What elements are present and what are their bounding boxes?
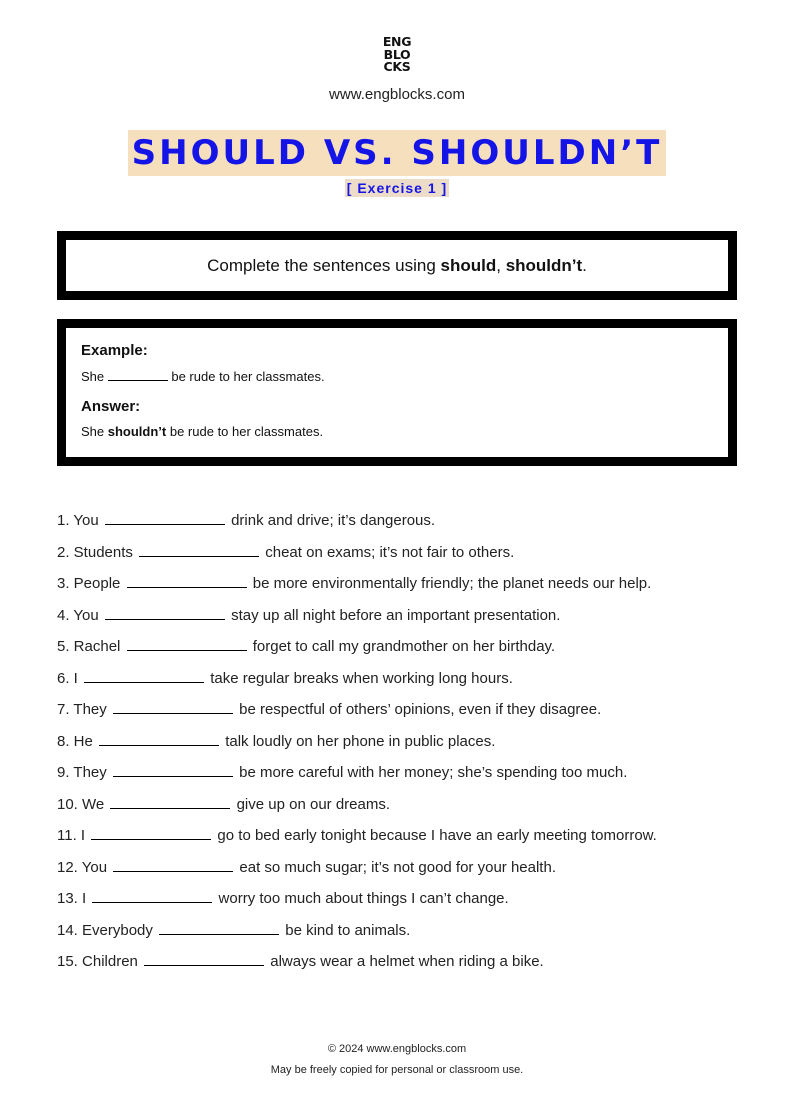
title-wrap	[0, 130, 794, 176]
question-item	[57, 946, 657, 978]
question-rest: talk loudly on her phone in public places.	[225, 732, 496, 750]
answer-blank[interactable]	[139, 542, 259, 557]
answer-blank[interactable]	[91, 825, 211, 840]
question-subject: 9. They	[57, 764, 107, 781]
question-item	[57, 757, 657, 789]
example-sentence	[81, 368, 728, 384]
answer-blank[interactable]	[105, 605, 225, 620]
example-label: Example:	[81, 342, 148, 359]
question-rest: forget to call my grandmother on her birthday.	[252, 638, 556, 655]
footer-note: May be freely copied for personal or classroom use.	[270, 1064, 524, 1076]
footer-copyright: © 2024 www.engblocks.com	[327, 1043, 467, 1055]
example-blank	[108, 368, 168, 381]
answer-blank[interactable]	[144, 951, 264, 966]
question-subject: 5. Rachel	[57, 638, 121, 655]
page-title: SHOULD VS. SHOULDN’T	[128, 130, 667, 176]
question-subject: 12. You	[57, 858, 108, 876]
answer-blank[interactable]	[84, 668, 204, 683]
question-rest: be kind to animals.	[285, 921, 411, 939]
instructions-suffix: .	[582, 256, 587, 275]
question-rest: go to bed early tonight because I have an early meeting tomorrow.	[217, 827, 657, 844]
answer-blank[interactable]	[113, 699, 233, 714]
answer-blank[interactable]	[110, 794, 230, 809]
question-subject: 13. I	[57, 890, 87, 907]
engblocks-logo	[0, 36, 794, 74]
answer-before: She	[81, 424, 108, 439]
question-item	[57, 505, 657, 537]
question-item	[57, 537, 657, 569]
question-subject: 10. We	[57, 795, 105, 813]
instructions-word-should: should	[440, 256, 497, 275]
question-subject: 1. You	[57, 512, 99, 529]
question-list	[57, 505, 657, 978]
answer-blank[interactable]	[159, 920, 279, 935]
question-rest: worry too much about things I can’t change.	[218, 890, 509, 907]
question-rest: drink and drive; it’s dangerous.	[231, 512, 436, 529]
answer-blank[interactable]	[113, 857, 233, 872]
question-item	[57, 631, 657, 663]
instructions-prefix: Complete the sentences using	[207, 256, 441, 275]
answer-label: Answer:	[81, 398, 141, 415]
instructions-word-shouldnt: shouldn’t	[505, 256, 583, 275]
answer-sentence	[81, 424, 728, 439]
question-item	[57, 915, 657, 947]
question-subject: 2. Students	[57, 543, 133, 561]
question-subject: 14. Everybody	[57, 921, 153, 939]
instructions-text	[66, 240, 728, 291]
question-item	[57, 820, 657, 852]
question-rest: give up on our dreams.	[236, 795, 391, 813]
question-rest: be more careful with her money; she’s spending too much.	[239, 764, 628, 781]
question-item	[57, 663, 657, 695]
question-item	[57, 852, 657, 884]
question-subject: 3. People	[57, 575, 121, 592]
answer-blank[interactable]	[92, 888, 212, 903]
instructions-separator: ,	[496, 256, 506, 275]
logo-line: BLO	[383, 46, 411, 62]
question-subject: 15. Children	[57, 953, 138, 970]
answer-blank[interactable]	[105, 510, 225, 525]
example-before: She	[81, 369, 108, 384]
logo-line: ENG	[382, 34, 412, 49]
question-rest: take regular breaks when working long hours.	[210, 669, 513, 687]
example-box	[57, 319, 737, 466]
exercise-label: [ Exercise 1 ]	[346, 180, 448, 196]
question-rest: stay up all night before an important presentation.	[231, 606, 561, 624]
question-item	[57, 883, 657, 915]
question-rest: cheat on exams; it’s not fair to others.	[265, 543, 515, 561]
question-rest: be respectful of others’ opinions, even if they disagree.	[239, 701, 602, 718]
answer-after: be rude to her classmates.	[166, 424, 324, 439]
site-url[interactable]: www.engblocks.com	[329, 86, 465, 103]
answer-blank[interactable]	[113, 762, 233, 777]
question-subject: 7. They	[57, 701, 107, 718]
question-subject: 6. I	[57, 669, 78, 687]
question-item	[57, 789, 657, 821]
question-rest: be more environmentally friendly; the planet needs our help.	[252, 575, 652, 592]
logo-line: CKS	[383, 59, 411, 74]
question-item	[57, 726, 657, 758]
question-subject: 8. He	[57, 732, 93, 750]
example-after: be rude to her classmates.	[167, 369, 325, 384]
question-item	[57, 600, 657, 632]
answer-word: shouldn’t	[107, 424, 167, 439]
answer-blank[interactable]	[127, 573, 247, 588]
answer-blank[interactable]	[99, 731, 219, 746]
answer-blank[interactable]	[127, 636, 247, 651]
subtitle-wrap	[0, 179, 794, 198]
question-subject: 4. You	[57, 606, 99, 624]
question-item	[57, 568, 657, 600]
question-item	[57, 694, 657, 726]
question-rest: eat so much sugar; it’s not good for your health.	[239, 858, 556, 876]
question-rest: always wear a helmet when riding a bike.	[270, 953, 544, 970]
question-subject: 11. I	[57, 827, 86, 844]
instructions-box	[57, 231, 737, 300]
